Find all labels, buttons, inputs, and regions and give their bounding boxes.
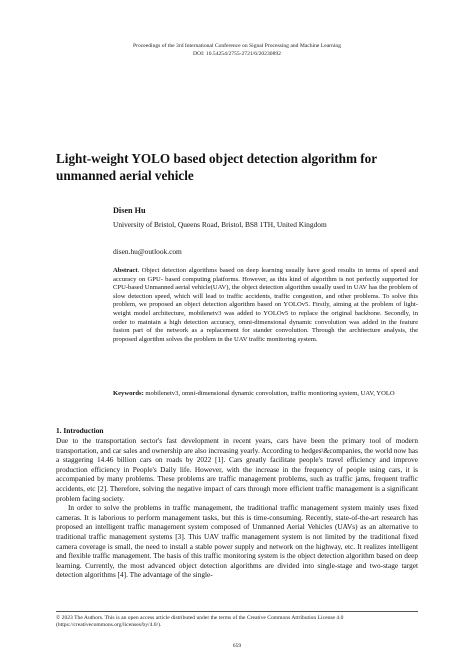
paper-title: Light-weight YOLO based object detection algorithm for unmanned aerial vehicle bbox=[56, 151, 377, 183]
footnote-divider bbox=[56, 611, 418, 612]
license-text: © 2023 The Authors. This is an open access article distributed under the terms of the Creative Commons Attribution License 4.0 bbox=[56, 615, 344, 621]
keywords-label: Keywords: bbox=[113, 390, 144, 397]
body-text bbox=[56, 436, 418, 580]
keywords bbox=[113, 390, 418, 399]
license-link[interactable]: (https://creativecommons.org/licenses/by/4.0/). bbox=[56, 622, 162, 629]
abstract bbox=[113, 267, 418, 344]
page-number: 659 bbox=[232, 643, 242, 649]
abstract-label: Abstract bbox=[113, 267, 138, 274]
abstract-text: . Object detection algorithms based on deep learning usually have good results in terms of speed and accuracy on GPU- based computing platforms. However, as this kind of algorithm is not perfectly supported for CPU-based Unmanned aerial vehicle(UAV), the object detection algorithm usually used in UAV has the problem of slow detection speed, which will lead to traffic accidents, traffic congestion, and other problems. To solve this problem, we proposed an object detection algorithm based on YOLOv5. Firstly, aiming at the problem of light- weight model architecture, mobilenetv3 was added to YOLOv5 to replace the original backbone. Secondly, in order to maintain a high detection accuracy, omni-dimensional dynamic convolution was added in the feature fusion part of the network as a replacement for stander convolution. Through the architecture analysis, the proposed algorithm solves the problem in the UAV traffic monitoring system. bbox=[113, 267, 418, 343]
paragraph: Due to the transportation sector's fast development in recent years, cars have been the primary tool of modern transportation, and car sales and ownership are also increasing yearly. According to hedges\&companies, the world now has a staggering 14.46 billion cars on roads by 2022 [1]. Cars greatly facilitate people's travel efficiency and improve production efficiency in People's Daily life. However, with the increase in the frequency of people using cars, it is accompanied by many problems. These problems are traffic management problems, such as traffic jams, frequent traffic accidents, etc [2]. Therefore, solving the negative impact of cars through more efficient traffic management is a significant problem facing society. bbox=[56, 436, 418, 503]
section-heading: 1. Introduction bbox=[56, 426, 104, 435]
license-footnote bbox=[56, 615, 418, 630]
keywords-text: mobilenetv3, omni-dimensional dynamic convolution, traffic monitoring system, UAV, YOLO bbox=[143, 390, 395, 397]
author-affiliation: University of Bristol, Queens Road, Bristol, BS8 1TH, United Kingdom bbox=[113, 220, 327, 229]
conference-name: Proceedings of the 3rd International Conference on Signal Processing and Machine Learning bbox=[133, 43, 341, 49]
doi[interactable]: DOI: 10.54254/2755-2721/6/20230892 bbox=[193, 50, 281, 57]
proceedings-header bbox=[0, 43, 474, 58]
author-email[interactable]: disen.hu@outlook.com bbox=[113, 247, 182, 256]
paragraph: In order to solve the problems in traffic management, the traditional traffic management system mainly uses fixed cameras. It is laborious to perform management tasks, but this is time-consuming. Recently, state-of-the-art research has proposed an intelligent traffic management system composed of Unmanned Aerial Vehicles (UAVs) as an alternative to traditional traffic management systems [3]. This UAV traffic management system is not limited by the traditional fixed camera coverage is small, the need to install a stable power supply and network on the highway, etc. It realizes intelligent and flexible traffic management. The basis of this traffic monitoring system is the object detection algorithm based on deep learning. Currently, the most advanced object detection algorithms are divided into single-stage and two-stage target detection algorithms [4]. The advantage of the single- bbox=[56, 503, 418, 580]
author-name: Disen Hu bbox=[113, 206, 146, 215]
